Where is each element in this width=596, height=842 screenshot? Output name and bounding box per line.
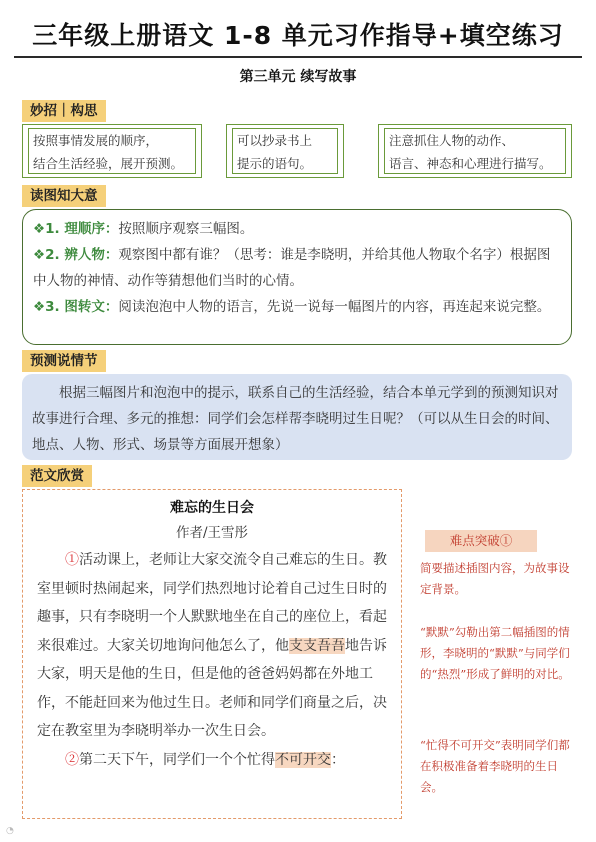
tip-3-line-1: 注意抓住人物的动作、 [389, 133, 515, 148]
corner-mark-icon: ◔ [6, 826, 14, 836]
tip-2-line-1: 可以抄录书上 [237, 133, 313, 148]
essay-paragraph-1 [37, 546, 387, 746]
essay-text: ： [331, 751, 345, 768]
read-item-3-label: 3. 图转文： [45, 299, 119, 315]
tip-3-line-2: 语言、神态和心理进行描写。 [389, 156, 552, 171]
essay-text: 第二天下午，同学们一个个忙得 [79, 751, 275, 768]
page-title: 三年级上册语文 1-8 单元习作指导+填空练习 [32, 21, 564, 50]
section-tag-predict: 预测说情节 [22, 350, 106, 372]
essay-text: 地坐在自己的座位上，看起来很难过。大家关切地询问他怎么了，他 [37, 609, 387, 654]
essay-body [37, 546, 387, 774]
read-item-1-text: 按照顺序观察三幅图。 [118, 221, 254, 237]
tip-2-line-2: 提示的语句。 [237, 156, 313, 171]
diamond-bullet-icon: ❖ [33, 299, 46, 315]
read-item-1-label: 1. 理顺序： [45, 221, 119, 237]
read-guide-box [22, 209, 572, 345]
difficulty-tag: 难点突破① [425, 530, 537, 552]
paragraph-number: ① [65, 552, 79, 568]
tip-1-line-2: 结合生活经验，展开预测。 [33, 156, 184, 171]
tip-box-3 [378, 124, 572, 178]
essay-author: 作者/王雪彤 [175, 525, 249, 541]
read-item-2-text: 观察图中都有谁？（思考：谁是李晓明，并给其他人物取个名字）根据图中人物的神情、动作等猜想他们当时的心情。 [33, 247, 551, 289]
read-item-1 [33, 216, 561, 242]
diamond-bullet-icon: ❖ [33, 247, 46, 263]
essay-text: 默默 [191, 609, 219, 625]
predict-box: 根据三幅图片和泡泡中的提示，联系自己的生活经验，结合本单元学到的预测知识对故事进行合理、多元的推想：同学们会怎样帮李晓明过生日呢？（可以从生日会的时间、地点、人物、形式、场景等方面展开想象） [22, 374, 572, 460]
section-tag-read: 读图知大意 [22, 185, 106, 207]
essay-text: 地讨论着自己过生日时的趣事，只有李晓明一个人 [37, 580, 387, 625]
essay-paragraph-2 [37, 746, 387, 775]
tip-box-2 [226, 124, 344, 178]
annotation-1: 简要描述插图内容，为故事设定背景。 [420, 561, 570, 596]
highlighted-phrase: 支支吾吾 [289, 637, 345, 654]
section-tag-tips: 妙招｜构思 [22, 100, 106, 122]
diamond-bullet-icon: ❖ [33, 221, 46, 237]
read-item-3 [33, 294, 561, 320]
essay-text: 热烈 [205, 580, 233, 597]
title-divider [14, 56, 582, 58]
highlighted-phrase: 不可开交 [275, 751, 331, 768]
tip-1-line-1: 按照事情发展的顺序， [33, 133, 159, 148]
tip-box-1-inner [28, 128, 196, 174]
tip-box-1 [22, 124, 202, 178]
read-item-2 [33, 242, 561, 294]
essay-text: 活动课上，老师让大家交流令自己难忘的生日。教室里顿时热闹起来，同学们 [37, 552, 387, 597]
read-item-2-label: 2. 辨人物： [45, 247, 119, 263]
essay-text: 地告诉大家，明天是他的生日，但是他的爸爸妈妈都在外地工作，不能赶回来为他过生日。老师和同学们商量之后，决定在教室里为李晓明举办一次生日会。 [37, 637, 387, 739]
essay-title: 难忘的生日会 [170, 500, 254, 516]
section-tag-essay: 范文欣赏 [22, 465, 92, 487]
read-item-3-text: 阅读泡泡中人物的语言，先说一说每一幅图片的内容，再连起来说完整。 [118, 299, 551, 315]
tip-box-2-inner [232, 128, 338, 174]
tip-box-3-inner [384, 128, 566, 174]
paragraph-number: ② [65, 751, 79, 768]
annotation-2: “默默”勾勒出第二幅插图的情形，李晓明的“默默”与同学们的“热烈”形成了鲜明的对比。 [420, 625, 570, 681]
unit-subtitle: 第三单元 续写故事 [239, 69, 357, 85]
sample-essay-box [22, 489, 402, 819]
annotation-3: “忙得不可开交”表明同学们都在积极准备着李晓明的生日会。 [420, 738, 570, 794]
